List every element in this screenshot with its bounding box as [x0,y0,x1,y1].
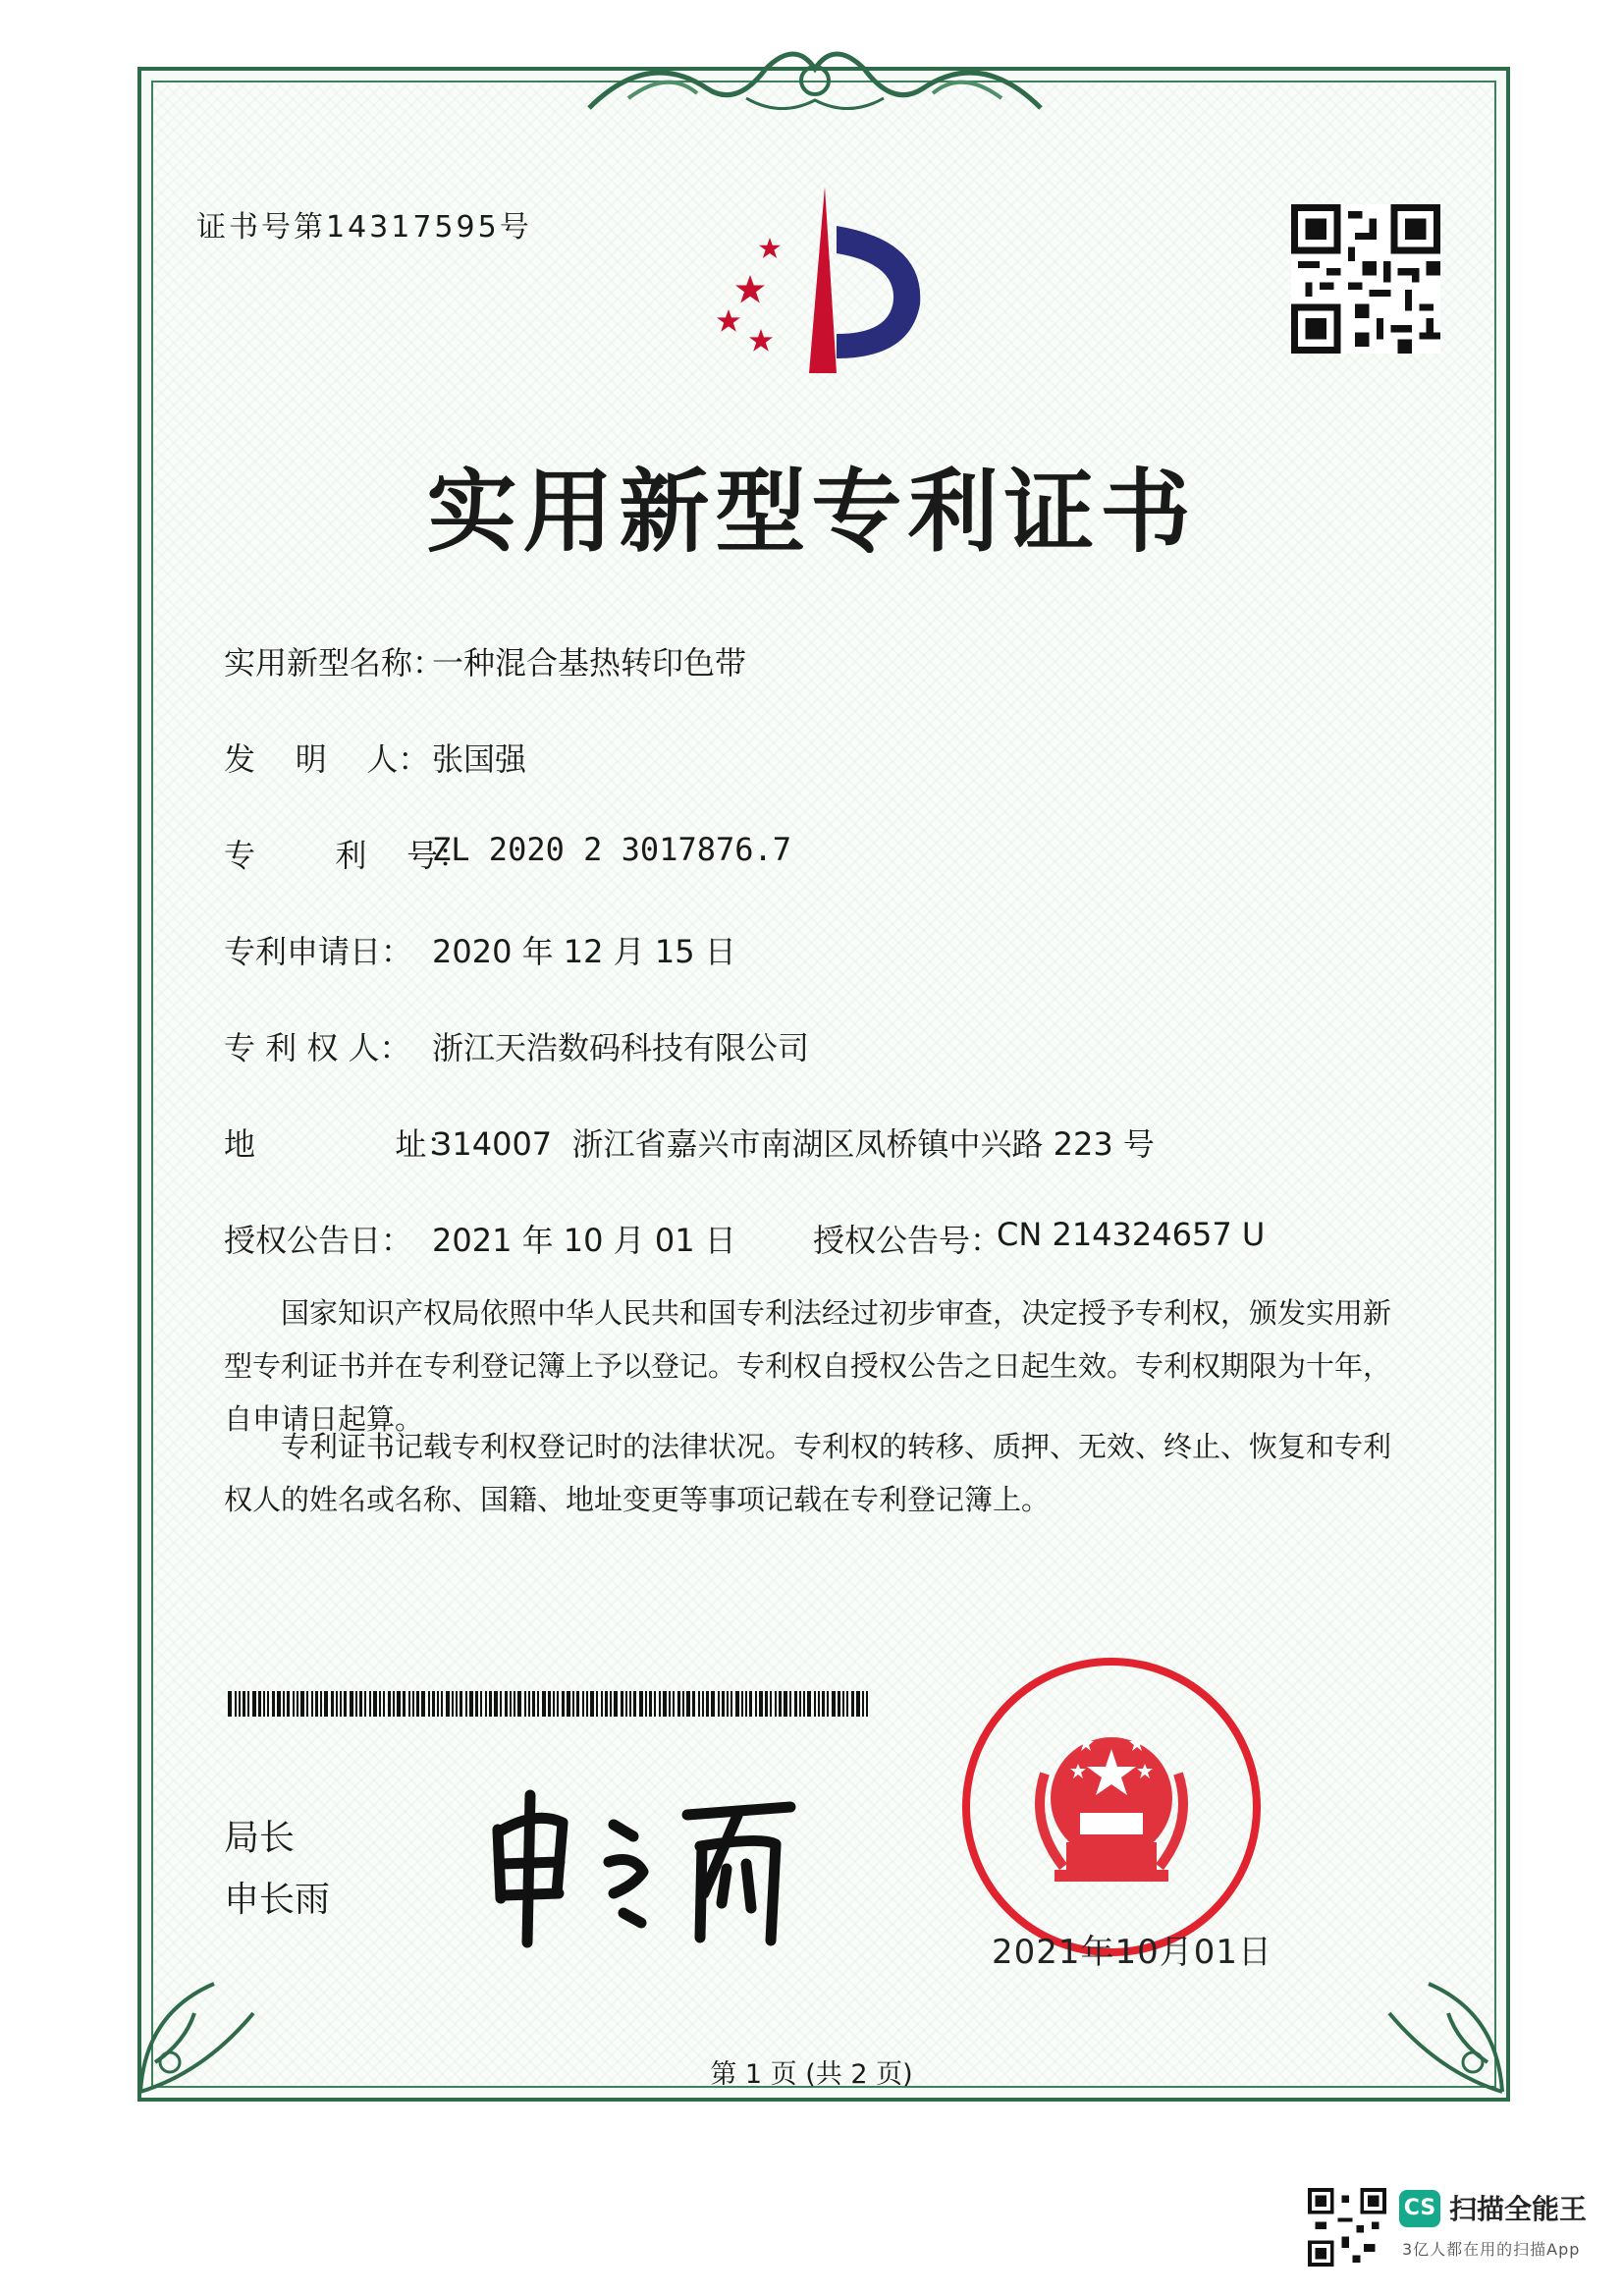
certificate-qr-code-icon [1291,204,1440,354]
application-date-label: 专利申请日： [224,933,413,970]
address-label: 地 址： [224,1125,459,1163]
utility-model-name-value: 一种混合基热转印色带 [432,644,747,682]
top-ornament-icon [569,39,1060,128]
patentee-value: 浙江天浩数码科技有限公司 [432,1029,810,1066]
grant-date-value: 2021 年 10 月 01 日 [432,1222,736,1259]
statement-paragraph-2: 专利证书记载专利权登记时的法律状况。专利权的转移、质押、无效、终止、恢复和专利权人的姓名或名称、国籍、地址变更等事项记载在专利登记簿上。 [224,1430,1392,1516]
grant-number-value: CN 214324657 U [997,1216,1266,1253]
scanner-app-logo: CS [1399,2190,1440,2227]
page-indicator: 第 1 页 (共 2 页) [710,2059,913,2090]
inventor-value: 张国强 [432,740,527,778]
director-title: 局长 [224,1818,296,1858]
address-value: 314007 浙江省嘉兴市南湖区凤桥镇中兴路 223 号 [432,1125,1155,1163]
patentee-label: 专 利 权 人： [224,1029,411,1066]
statement-paragraph-1: 国家知识产权局依照中华人民共和国专利法经过初步审查，决定授予专利权，颁发实用新型专利证书并在专利登记簿上予以登记。专利权自授权公告之日起生效。专利权期限为十年，自申请日起算。 [224,1296,1392,1436]
patent-number-value: ZL 2020 2 3017876.7 [432,831,792,868]
inventor-label: 发 明 人： [224,740,430,778]
director-signature [476,1776,810,1952]
scanner-qr-code-icon [1308,2188,1386,2267]
patent-office-logo-icon [699,187,945,383]
application-date-value: 2020 年 12 月 15 日 [432,933,736,970]
official-seal-icon [960,1656,1263,1958]
director-name: 申长雨 [224,1880,331,1920]
scanner-slogan: 3亿人都在用的扫描App [1402,2240,1581,2259]
certificate-number: 证书号第14317595号 [196,210,532,245]
scanner-brand: 扫描全能王 [1449,2193,1588,2225]
patent-number-label: 专 利 号： [224,837,470,874]
seal-date: 2021年10月01日 [992,1933,1273,1972]
certificate-title: 实用新型专利证书 [426,460,1197,565]
grant-number-label: 授权公告号： [813,1222,1002,1259]
utility-model-name-label: 实用新型名称： [224,644,445,682]
grant-date-label: 授权公告日： [224,1222,413,1259]
barcode-icon [228,1691,868,1717]
